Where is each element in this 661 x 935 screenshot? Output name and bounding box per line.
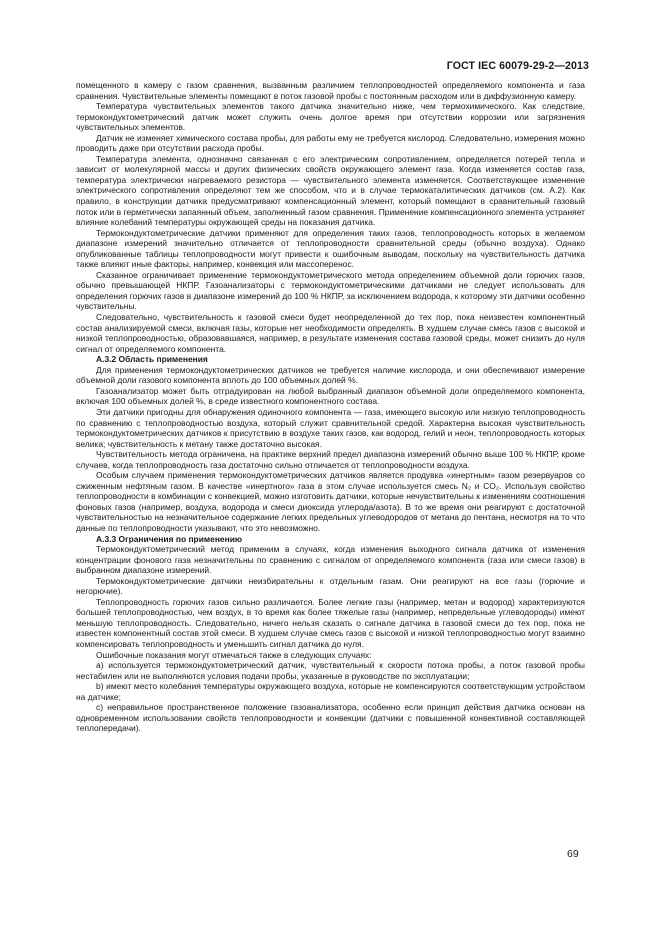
paragraph: Особым случаем применения термокондуктометрических датчиков является продувка «инертным» газом резервуаров со сжиженным нефтяным газом. В качестве «инертного» газа в этом случае используется смесь N₂ и CO₂. Используя свойство теплопроводности в комбинации с конвекцией, можно изготовить датчики, которые нечувствительны к изменениям соотношения фоновых газов (например, воздуха, водорода и смеси диоксида углерода/азота). В то же время они реагируют с достаточной чувствительностью на незначительное содержание легких предельных углеводородов от метана до пентана, несмотря на то что данные по теплопроводности указывают, что это невозможно. [76, 470, 585, 533]
page-number: 69 [567, 848, 579, 860]
paragraph: b) имеют место колебания температуры окружающего воздуха, которые не компенсируются соответствующим устройством на датчике; [76, 681, 585, 702]
paragraph: Термокондуктометрический метод применим в случаях, когда изменения выходного сигнала датчика от изменения концентрации фонового газа незначительны по сравнению с сигналом от определяемого компонента (газа или смеси газов) в выбранном диапазоне измерений. [76, 544, 585, 576]
standard-header: ГОСТ IEC 60079-29-2—2013 [446, 60, 589, 72]
paragraph: Газоанализатор может быть отградуирован на любой выбранный диапазон объемной доли определяемого компонента, включая 100 объемных долей %, в среде известного компонентного состава. [76, 385, 585, 407]
paragraph: Теплопроводность горючих газов сильно различается. Более легкие газы (например, метан и водород) характеризуются большей теплопроводностью, чем воздух, в то время как более тяжелые газы (например, непредельные углеводороды) имеют меньшую теплопроводность. Следовательно, ничего нельзя сказать о сигнале датчика в газовой смеси до тех пор, пока не известен компонентный состав этой смеси. В худшем случае смесь газов с высокой и низкой теплопроводностью могут взаимно компенсировать теплопроводность и уменьшить сигнал датчика до нуля. [76, 596, 585, 649]
paragraph: Эти датчики пригодны для обнаружения одиночного компонента — газа, имеющего высокую или низкую теплопроводность по сравнению с теплопроводностью воздуха, который служит сравнительной средой. Характерна высокая чувствительность термокондуктометрических датчиков к присутствию в воздухе таких газов, как водород, гелий и неон, теплопроводность которых велика; чувствительность к метану также достаточно высокая. [76, 406, 585, 449]
paragraph: помещенного в камеру с газом сравнения, вызванным различием теплопроводностей определяемого компонента и газа сравнения. Чувствительные элементы помещают в поток газовой пробы с постоянным расходом или в диффузионную камеру. [76, 80, 585, 101]
paragraph: Ошибочные показания могут отмечаться также в следующих случаях: [96, 649, 372, 660]
paragraph: Датчик не изменяет химического состава пробы, для работы ему не требуется кислород. Следовательно, измерения можно проводить даже при отсутствии расхода пробы. [76, 132, 585, 154]
paragraph: Температура элемента, однозначно связанная с его электрическим сопротивлением, определяется потерей тепла и зависит от молекулярной массы и других физических свойств окружающего элемент газа. Когда изменяется состав газа, температура электрически нагреваемого резистора — чувствительного элемента изменяется. Соответствующее изменение электрического сопротивления определяют тем же способом, что и в случае термокаталитических датчиков (см. А.2). Как правило, в конструкции датчика предусматривают компенсационный элемент, который помещают в сравнительный газовый поток или в герметически запаянный объем, заполненный газом сравнения. Применение компенсационного элемента устраняет влияние колебаний температуры окружающей среды на показания датчика. [76, 153, 585, 228]
paragraph: Термокондуктометрические датчики неизбирательны к отдельным газам. Они реагируют на все газы (горючие и негорючие). [76, 575, 585, 597]
paragraph: Сказанное ограничивает применение термокондуктометрического метода определением объемной доли горючих газов, обычно превышающей НКПР. Газоанализаторы с термокондуктометрическими датчиками не следует использовать для определения горючих газов в диапазоне измерений до 100 % НКПР, за исключением водорода, к которому эти датчики особенно чувствительны. [76, 269, 585, 312]
paragraph: Чувствительность метода ограничена, на практике верхний предел диапазона измерений обычно выше 100 % НКПР, кроме случаев, когда теплопроводность газа достаточно сильно отличается от теплопроводности воздуха. [76, 449, 585, 470]
body-text [76, 80, 585, 734]
paragraph: Термокондуктометрические датчики применяют для определения таких газов, теплопроводность которых в желаемом диапазоне измерений значительно отличается от теплопроводности сравнительной среды (обычно воздуха). Однако опубликованные таблицы теплопроводности могут привести к ошибочным выводам, поскольку на чувствительность датчика также влияют иные факторы, например, конвекция или массоперенос. [76, 227, 585, 270]
paragraph: а) используется термокондуктометрический датчик, чувствительный к скорости потока пробы, а поток газовой пробы нестабилен или не выполняются условия подачи пробы, указанные в руководстве по эксплуатации; [76, 660, 585, 681]
paragraph: c) неправильное пространственное положение газоанализатора, особенно если принцип действия датчика основан на одновременном использовании свойств теплопроводности и конвекции (датчики с повышенной конвективной составляющей теплопередачи). [76, 702, 585, 734]
paragraph: Для применения термокондуктометрических датчиков не требуется наличие кислорода, и они обеспечивают измерение объемной доли газового компонента вплоть до 100 объемных долей %. [76, 364, 585, 386]
paragraph: Температура чувствительных элементов такого датчика значительно ниже, чем термохимического. Как следствие, термокондуктометрический датчик может служить очень долгое время при отсутствии коррозии или загрязнения чувствительных элементов. [76, 101, 585, 133]
section-heading: А.3.3 Ограничения по применению [96, 533, 243, 544]
paragraph: Следовательно, чувствительность к газовой смеси будет неопределенной до тех пор, пока неизвестен компонентный состав анализируемой смеси, включая газы, которые нет необходимости определять. В худшем случае смесь газов с высокой и низкой теплопроводностью, образовавшаяся, например, в результате изменения состава газовой среды, может снизить до нуля сигнал от определяемого компонента. [76, 312, 585, 354]
section-heading: А.3.2 Область применения [96, 354, 208, 365]
